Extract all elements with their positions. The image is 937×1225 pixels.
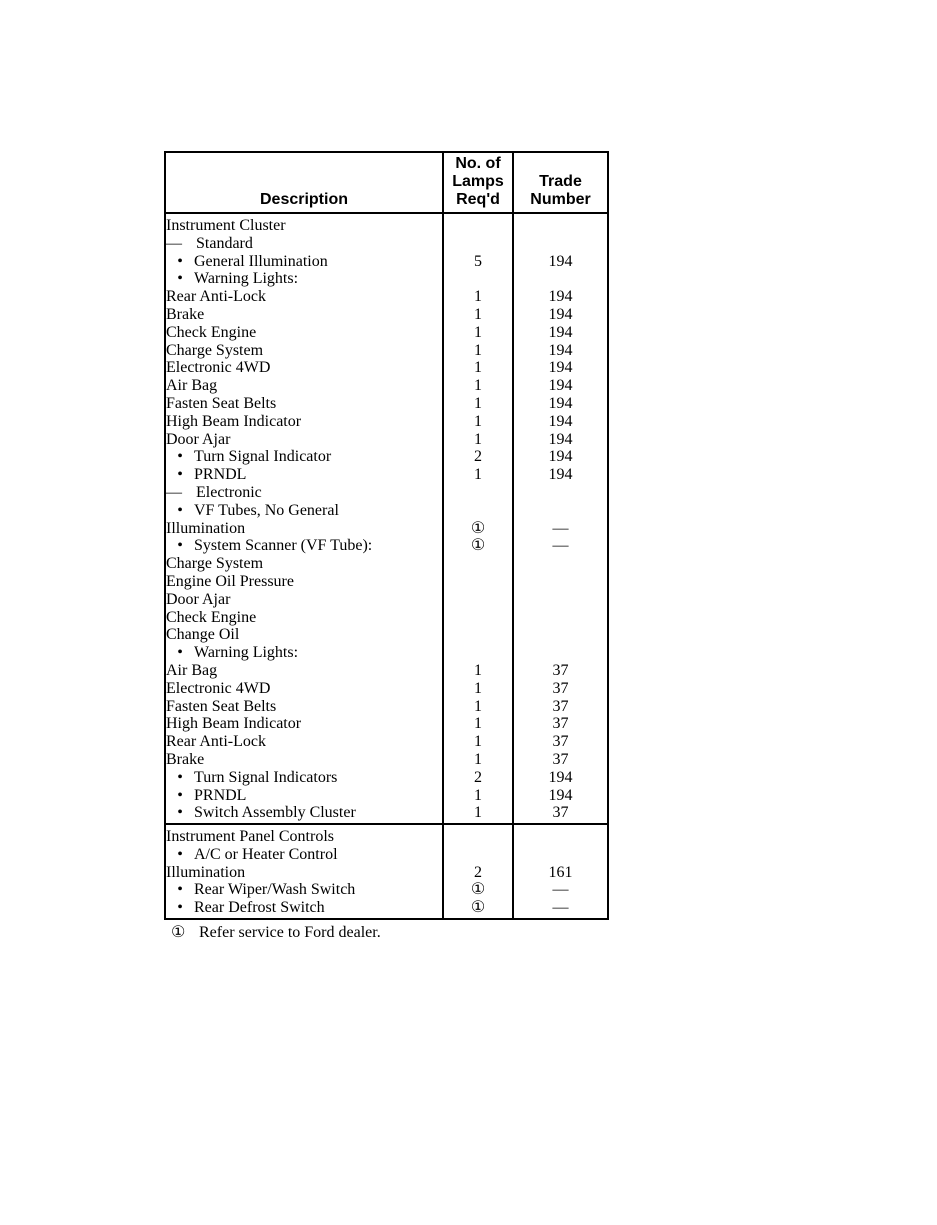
description-text: VF Tubes, No General [194,501,339,519]
table-row [165,413,608,431]
description-text: Fasten Seat Belts [166,394,277,412]
description-cell [165,431,443,449]
table-row [165,644,608,662]
trade-number-cell: 194 [513,431,608,449]
lamps-required-cell [443,824,513,846]
description-cell [165,769,443,787]
lamps-required-cell [443,555,513,573]
table-row [165,324,608,342]
table-row [165,395,608,413]
lamp-specification-table [164,151,609,920]
lamps-required-cell: 1 [443,466,513,484]
lamps-required-cell: ① [443,881,513,899]
description-text: Warning Lights: [194,644,299,662]
description-cell [165,899,443,919]
table-row [165,213,608,235]
lamps-required-cell: 1 [443,413,513,431]
trade-number-cell: 194 [513,342,608,360]
description-text: General Illumination [194,252,328,270]
table-row [165,715,608,733]
trade-number-cell: 194 [513,466,608,484]
lamps-required-cell [443,235,513,253]
lamps-required-cell: 1 [443,377,513,395]
description-cell [165,680,443,698]
lamps-required-cell: 1 [443,662,513,680]
table-section [165,824,608,919]
list-marker: • [177,768,183,786]
lamps-required-cell: 1 [443,751,513,769]
description-text: Charge System [166,555,264,573]
description-text: Illumination [166,519,246,537]
description-text: Electronic 4WD [166,679,271,697]
list-marker: • [177,899,183,917]
trade-number-cell: 194 [513,413,608,431]
description-text: High Beam Indicator [166,715,302,733]
lamps-required-cell: ① [443,899,513,919]
description-text: A/C or Heater Control [194,845,338,863]
lamps-required-cell [443,213,513,235]
lamps-required-cell: 1 [443,804,513,824]
lamps-required-cell: 1 [443,288,513,306]
lamps-required-cell: 1 [443,342,513,360]
description-text: Rear Anti-Lock [166,733,266,751]
trade-number-cell [513,573,608,591]
description-text: Air Bag [166,377,218,395]
trade-number-cell: 194 [513,377,608,395]
table-row [165,448,608,466]
description-text: Check Engine [166,608,257,626]
lamps-required-cell: 1 [443,715,513,733]
description-cell [165,698,443,716]
table-row [165,591,608,609]
table-row [165,626,608,644]
description-text: Switch Assembly Cluster [194,804,356,822]
description-cell [165,662,443,680]
description-cell [165,253,443,271]
table-row [165,484,608,502]
table-row [165,899,608,919]
trade-number-cell: 194 [513,787,608,805]
table-row [165,769,608,787]
trade-number-cell [513,591,608,609]
description-cell [165,395,443,413]
list-marker: • [177,252,183,270]
table-row [165,864,608,882]
trade-number-cell: 37 [513,698,608,716]
trade-number-cell: 37 [513,680,608,698]
list-marker: • [177,448,183,466]
description-cell [165,573,443,591]
description-cell [165,609,443,627]
trade-number-cell: — [513,520,608,538]
table-header [165,152,608,213]
list-marker: • [177,466,183,484]
table-row [165,573,608,591]
description-text: Fasten Seat Belts [166,697,277,715]
description-text: System Scanner (VF Tube): [194,537,373,555]
description-cell [165,715,443,733]
list-marker: • [177,845,183,863]
trade-number-cell [513,846,608,864]
trade-number-cell: 37 [513,733,608,751]
description-cell [165,804,443,824]
trade-number-cell: 194 [513,769,608,787]
list-marker: — [166,483,182,501]
table-row [165,751,608,769]
list-marker: • [177,270,183,288]
lamps-required-cell [443,484,513,502]
table-row [165,555,608,573]
list-marker: • [177,881,183,899]
description-cell [165,342,443,360]
trade-header-line-1: Trade [539,173,582,190]
lamps-required-cell: 2 [443,448,513,466]
description-text: Rear Anti-Lock [166,288,266,306]
trade-number-cell: — [513,881,608,899]
table-row [165,502,608,520]
description-text: High Beam Indicator [166,412,302,430]
table-row [165,787,608,805]
description-header [165,152,443,213]
lamps-required-cell: 5 [443,253,513,271]
table-row [165,662,608,680]
description-cell [165,626,443,644]
list-marker: • [177,644,183,662]
trade-number-cell [513,270,608,288]
trade-number-cell: 37 [513,804,608,824]
lamps-required-cell: 1 [443,306,513,324]
table-row [165,342,608,360]
lamp-specification-document [164,151,607,942]
description-text: Rear Defrost Switch [194,899,325,917]
table-section [165,213,608,824]
description-cell [165,824,443,846]
lamps-required-cell: 2 [443,864,513,882]
description-text: PRNDL [194,786,247,804]
table-row [165,270,608,288]
lamps-required-cell: ① [443,520,513,538]
lamps-required-cell: 1 [443,698,513,716]
lamps-required-cell [443,609,513,627]
description-cell [165,466,443,484]
description-cell [165,377,443,395]
description-text: Door Ajar [166,590,231,608]
description-cell [165,591,443,609]
trade-number-cell [513,502,608,520]
header-row [165,152,608,213]
lamps-required-cell: 1 [443,324,513,342]
trade-number-cell: 37 [513,715,608,733]
description-text: Engine Oil Pressure [166,572,294,590]
description-header-label: Description [259,191,348,208]
trade-number-cell [513,824,608,846]
description-text: Check Engine [166,323,257,341]
table-row [165,306,608,324]
table-row [165,733,608,751]
table-row [165,235,608,253]
footnote-text: Refer service to Ford dealer. [199,924,381,942]
trade-number-cell [513,626,608,644]
description-text: Rear Wiper/Wash Switch [194,881,356,899]
table-row [165,824,608,846]
description-text: Illumination [166,863,246,881]
trade-number-cell: 37 [513,662,608,680]
lamps-header-line-2: Lamps [452,173,504,190]
trade-number-cell [513,235,608,253]
list-marker: • [177,501,183,519]
table-row [165,680,608,698]
description-cell [165,864,443,882]
description-text: Standard [196,234,253,252]
description-cell [165,359,443,377]
description-cell [165,537,443,555]
lamps-required-cell [443,626,513,644]
list-marker: • [177,786,183,804]
lamps-required-cell [443,846,513,864]
table-row [165,609,608,627]
trade-number-cell: — [513,537,608,555]
description-cell [165,520,443,538]
trade-number-cell: 194 [513,395,608,413]
trade-header-line-2: Number [530,191,591,208]
description-cell [165,213,443,235]
description-cell [165,324,443,342]
description-cell [165,448,443,466]
lamps-required-cell [443,270,513,288]
lamps-required-cell: 1 [443,359,513,377]
trade-number-cell: 194 [513,306,608,324]
table-row [165,520,608,538]
description-cell [165,484,443,502]
table-row [165,253,608,271]
trade-number-cell: 161 [513,864,608,882]
lamps-required-cell [443,502,513,520]
trade-number-header [513,152,608,213]
table-row [165,698,608,716]
description-cell [165,555,443,573]
description-text: Door Ajar [166,430,231,448]
trade-number-cell [513,213,608,235]
lamps-required-cell [443,644,513,662]
description-cell [165,235,443,253]
lamps-required-cell [443,591,513,609]
lamps-required-cell: 1 [443,431,513,449]
table-row [165,881,608,899]
lamps-header-line-3: Req'd [456,191,500,208]
footnote-marker: ① [171,924,186,942]
description-text: Instrument Cluster [166,217,286,234]
footnote [164,924,607,942]
lamps-required-cell: 1 [443,787,513,805]
lamps-required-header [443,152,513,213]
description-cell [165,751,443,769]
list-marker: • [177,804,183,822]
lamps-required-cell: 2 [443,769,513,787]
description-text: PRNDL [194,466,247,484]
description-cell [165,846,443,864]
trade-number-cell: 37 [513,751,608,769]
table-row [165,846,608,864]
list-marker: • [177,537,183,555]
lamps-required-cell: 1 [443,680,513,698]
table-row [165,288,608,306]
table-row [165,466,608,484]
lamps-required-cell [443,573,513,591]
description-text: Brake [166,305,205,323]
description-text: Electronic [196,483,262,501]
lamps-required-cell: 1 [443,395,513,413]
trade-number-cell [513,609,608,627]
table-row [165,537,608,555]
trade-number-cell: 194 [513,288,608,306]
description-cell [165,306,443,324]
table-row [165,377,608,395]
trade-number-cell: 194 [513,253,608,271]
trade-number-cell: — [513,899,608,919]
trade-number-cell: 194 [513,448,608,466]
description-text: Warning Lights: [194,270,299,288]
description-cell [165,644,443,662]
table-row [165,431,608,449]
table-row [165,804,608,824]
description-text: Instrument Panel Controls [166,828,334,846]
description-text: Change Oil [166,626,240,644]
description-cell [165,787,443,805]
description-cell [165,733,443,751]
description-cell [165,270,443,288]
description-text: Brake [166,750,205,768]
description-cell [165,881,443,899]
table-row [165,359,608,377]
lamps-required-cell: ① [443,537,513,555]
lamps-required-cell: 1 [443,733,513,751]
description-cell [165,288,443,306]
description-text: Turn Signal Indicators [194,768,338,786]
trade-number-cell: 194 [513,324,608,342]
trade-number-cell [513,644,608,662]
list-marker: — [166,234,182,252]
description-text: Turn Signal Indicator [194,448,332,466]
description-text: Electronic 4WD [166,359,271,377]
description-cell [165,502,443,520]
description-text: Charge System [166,341,264,359]
description-text: Air Bag [166,661,218,679]
lamps-header-line-1: No. of [455,155,501,172]
trade-number-cell: 194 [513,359,608,377]
trade-number-cell [513,555,608,573]
trade-number-cell [513,484,608,502]
description-cell [165,413,443,431]
